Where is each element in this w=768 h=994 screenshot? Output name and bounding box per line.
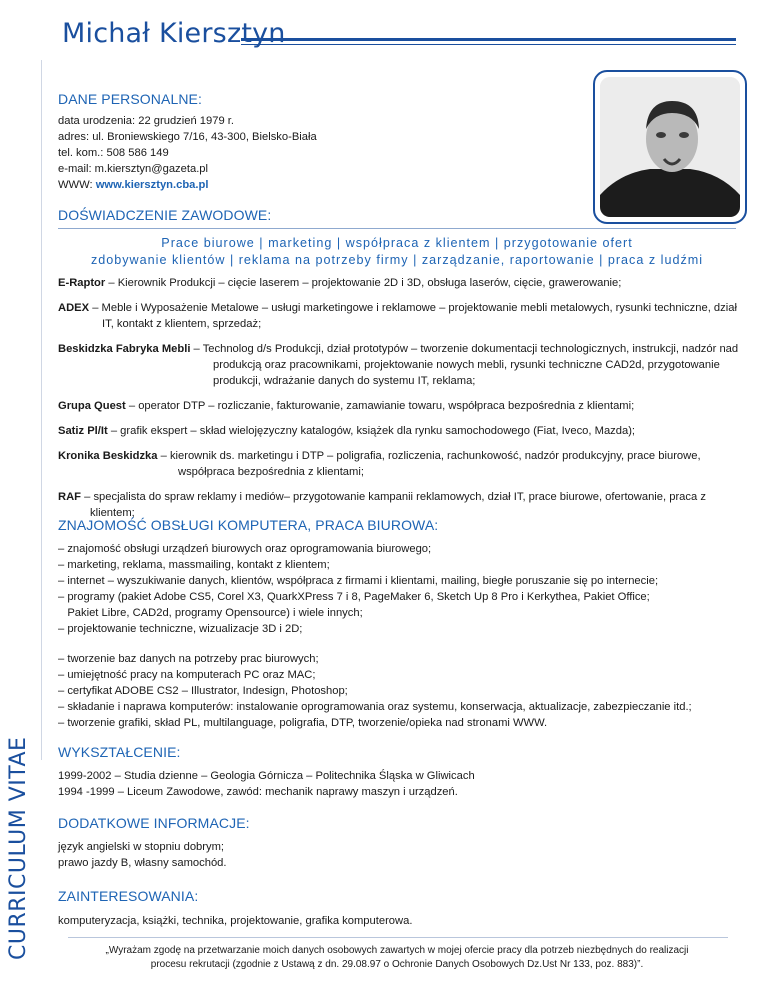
experience-item bbox=[58, 300, 742, 332]
interests-heading: ZAINTERESOWANIA: bbox=[58, 888, 199, 904]
additional-heading: DODATKOWE INFORMACJE: bbox=[58, 815, 250, 831]
experience-item bbox=[58, 398, 742, 414]
company-desc: – Technolog d/s Produkcji, dział prototypów – tworzenie dokumentacji technologicznych, instrukcji, nadzór nad produkcją oraz pracownikami, projektowanie nowych mebli, rysunki techniczne CAD2d, przygotowanie produkcji, wdrażanie danych do systemu IT, reklama; bbox=[190, 343, 739, 387]
education-item: 1999-2002 – Studia dzienne – Geologia Górnicza – Politechnika Śląska w Gliwicach bbox=[58, 770, 475, 782]
experience-item bbox=[58, 275, 742, 291]
company-name: Satiz Pl/It bbox=[58, 425, 108, 437]
profile-photo bbox=[593, 70, 747, 224]
cv-name: Michał Kiersztyn bbox=[62, 18, 286, 49]
computer-skills-1 bbox=[58, 541, 742, 637]
company-name: RAF bbox=[58, 491, 81, 503]
education-heading: WYKSZTAŁCENIE: bbox=[58, 744, 181, 760]
skill-line: – tworzenie grafiki, skład PL, multilanguage, poligrafia, DTP, tworzenie/opieka nad stronami WWW. bbox=[58, 717, 548, 729]
consent-clause bbox=[58, 944, 736, 972]
portrait-icon bbox=[600, 77, 740, 217]
skill-line: – składanie i naprawa komputerów: instalowanie oprogramowania oraz systemu, konserwacja, aktualizacje, zabezpieczanie itd.; bbox=[58, 701, 692, 713]
experience-item bbox=[58, 448, 742, 480]
experience-tagline bbox=[58, 235, 736, 269]
skill-line: – programy (pakiet Adobe CS5, Corel X3, QuarkXPress 7 i 8, PageMaker 6, Sketch Up 8 Pro i Kerkythea, Pakiet Office; bbox=[58, 591, 650, 603]
side-label: CURRICULUM VITAE bbox=[6, 736, 31, 960]
footer-rule bbox=[68, 937, 728, 938]
company-name: Kronika Beskidzka bbox=[58, 450, 158, 462]
company-name: E-Raptor bbox=[58, 277, 106, 289]
skill-line: – internet – wyszukiwanie danych, klientów, współpraca z firmami i klientami, mailing, biegłe poruszanie się po internecie; bbox=[58, 575, 659, 587]
experience-item bbox=[58, 423, 742, 439]
company-name: Beskidzka Fabryka Mebli bbox=[58, 343, 191, 355]
additional-list bbox=[58, 839, 227, 871]
experience-list bbox=[58, 275, 742, 530]
birth-date: data urodzenia: 22 grudzień 1979 r. bbox=[58, 115, 235, 127]
title-rule bbox=[241, 38, 736, 41]
education-list bbox=[58, 768, 475, 800]
tagline-line-2: zdobywanie klientów | reklama na potrzeby firmy | zarządzanie, raportowanie | praca z ludźmi bbox=[90, 253, 704, 267]
tagline-line-1: Prace biurowe | marketing | współpraca z klientem | przygotowanie ofert bbox=[161, 236, 633, 250]
skill-line: – certyfikat ADOBE CS2 – Illustrator, Indesign, Photoshop; bbox=[58, 685, 348, 697]
experience-heading: DOŚWIADCZENIE ZAWODOWE: bbox=[58, 207, 272, 223]
computer-heading: ZNAJOMOŚĆ OBSŁUGI KOMPUTERA, PRACA BIUROWA: bbox=[58, 517, 439, 533]
consent-line-2: procesu rekrutacji (zgodnie z Ustawą z dn. 29.08.97 o Ochronie Danych Osobowych Dz.Ust Nr 133, poz. 883)”. bbox=[150, 959, 644, 970]
company-desc: – operator DTP – rozliczanie, fakturowanie, zamawianie towaru, współpraca bezpośrednia z klientami; bbox=[125, 400, 635, 412]
www-label: WWW: bbox=[58, 179, 96, 191]
phone: tel. kom.: 508 586 149 bbox=[58, 147, 169, 159]
skill-line: – umiejętność pracy na komputerach PC oraz MAC; bbox=[58, 669, 316, 681]
title-rule-thin bbox=[241, 44, 736, 45]
company-desc: – specjalista do spraw reklamy i mediów– przygotowanie kampanii reklamowych, dział IT, prace biurowe, ofertowanie, praca z klientem; bbox=[81, 491, 706, 519]
computer-skills-2 bbox=[58, 651, 742, 731]
experience-rule bbox=[58, 228, 736, 229]
portrait-image bbox=[600, 77, 740, 217]
company-name: Grupa Quest bbox=[58, 400, 126, 412]
company-desc: – Meble i Wyposażenie Metalowe – usługi marketingowe i reklamowe – projektowanie mebli metalowych, rysunki techniczne, dział IT, kontakt z klientem, sprzedaż; bbox=[89, 302, 737, 330]
side-divider bbox=[41, 60, 42, 760]
additional-item: prawo jazdy B, własny samochód. bbox=[58, 857, 227, 869]
www-row bbox=[58, 177, 317, 193]
company-desc: – grafik ekspert – skład wielojęzyczny katalogów, książek dla rynku samochodowego (Fiat, Iveco, Mazda); bbox=[107, 425, 636, 437]
personal-details bbox=[58, 113, 317, 193]
personal-heading: DANE PERSONALNE: bbox=[58, 91, 202, 107]
additional-item: język angielski w stopniu dobrym; bbox=[58, 841, 225, 853]
skill-line: Pakiet Libre, CAD2d, programy Opensource) i wiele innych; bbox=[58, 607, 363, 619]
skill-line: – projektowanie techniczne, wizualizacje 3D i 2D; bbox=[58, 623, 303, 635]
interests-text: komputeryzacja, książki, technika, projektowanie, grafika komputerowa. bbox=[58, 915, 413, 927]
skill-line: – tworzenie baz danych na potrzeby prac biurowych; bbox=[58, 653, 319, 665]
company-desc: – Kierownik Produkcji – cięcie laserem – projektowanie 2D i 3D, obsługa laserów, cięcie, grawerowanie; bbox=[105, 277, 622, 289]
education-item: 1994 -1999 – Liceum Zawodowe, zawód: mechanik naprawy maszyn i urządzeń. bbox=[58, 786, 458, 798]
company-name: ADEX bbox=[58, 302, 90, 314]
skill-line: – znajomość obsługi urządzeń biurowych oraz oprogramowania biurowego; bbox=[58, 543, 432, 555]
address: adres: ul. Broniewskiego 7/16, 43-300, Bielsko-Biała bbox=[58, 131, 317, 143]
www-link[interactable]: www.kiersztyn.cba.pl bbox=[95, 179, 209, 191]
consent-line-1: „Wyrażam zgodę na przetwarzanie moich danych osobowych zawartych w mojej ofercie pracy dla potrzeb niezbędnych do realizacji bbox=[105, 945, 689, 956]
email: e-mail: m.kiersztyn@gazeta.pl bbox=[58, 163, 209, 175]
company-desc: – kierownik ds. marketingu i DTP – poligrafia, rozliczenia, rachunkowość, nadzór produkcyjny, prace biurowe, współpraca bezpośrednia z klientami; bbox=[157, 450, 701, 478]
experience-item bbox=[58, 341, 742, 389]
skill-line: – marketing, reklama, massmailing, kontakt z klientem; bbox=[58, 559, 330, 571]
